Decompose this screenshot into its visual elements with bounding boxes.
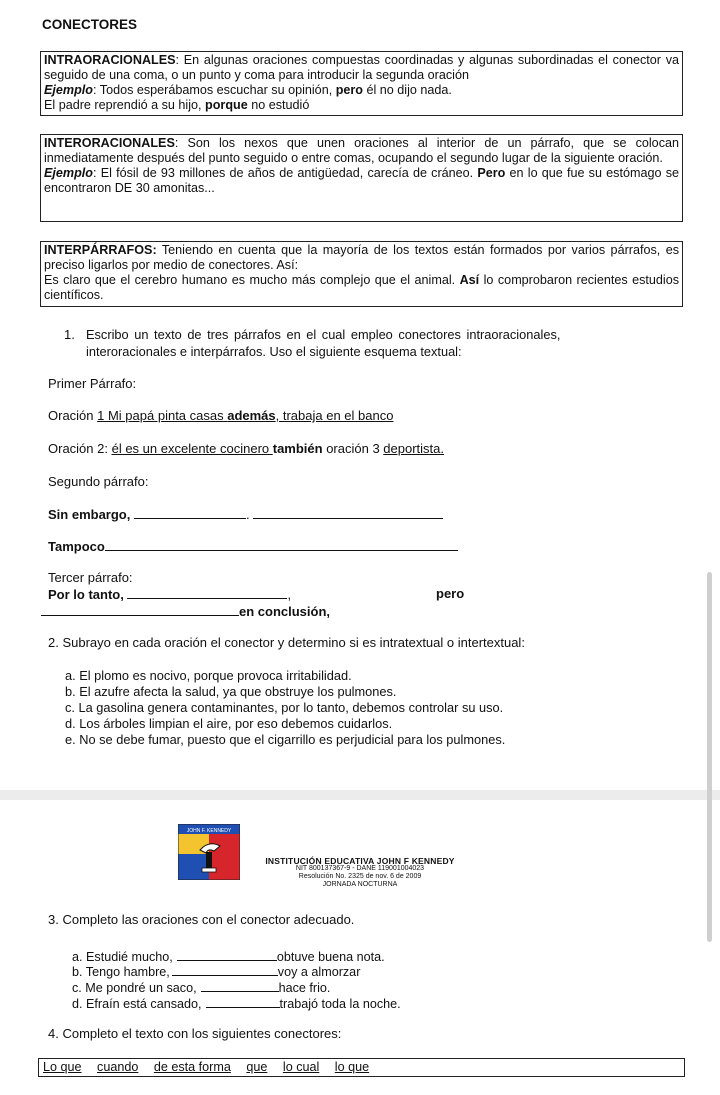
institution-name: INSTITUCIÓN EDUCATIVA JOHN F KENNEDY <box>265 856 455 866</box>
connector-option: lo que <box>334 1060 370 1074</box>
institution-jornada: JORNADA NOCTURNA <box>322 881 398 888</box>
first-paragraph-label: Primer Párrafo: <box>48 376 137 391</box>
q3-item-c <box>72 979 330 995</box>
intra-example2-text: El padre reprendió a su hijo, <box>44 98 206 112</box>
connectors-box <box>38 1058 685 1077</box>
inter-example-text-end: en lo que fue su estómago se encontraron DE 30 amonitas... <box>44 166 679 195</box>
q2-item-a: a. El plomo es nocivo, porque provoca irritabilidad. <box>65 668 352 683</box>
interp-text: Teniendo en cuenta que la mayoría de los textos están formados por varios párrafos, es preciso ligarlos por medio de conectores. Así: <box>44 243 679 272</box>
q1-text-line2: interoracionales e interpárrafos. Uso el siguiente esquema textual: <box>86 344 462 359</box>
tampoco-label: Tampoco <box>48 539 105 554</box>
tampoco-row <box>48 538 458 554</box>
intra-example2-text-end: no estudió <box>247 98 310 112</box>
answer-blank[interactable] <box>206 995 280 1008</box>
inter-heading: INTERORACIONALES <box>44 136 175 150</box>
connector-option: que <box>246 1060 268 1074</box>
q2-item-b: b. El azufre afecta la salud, ya que obstruye los pulmones. <box>65 684 397 699</box>
q4-title: 4. Completo el texto con los siguientes conectores: <box>48 1026 342 1041</box>
answer-blank[interactable] <box>105 538 458 551</box>
sentence-1-text-end: , trabaja en el banco <box>275 408 394 423</box>
q2-item-c: c. La gasolina genera contaminantes, por lo tanto, debemos controlar su uso. <box>65 700 504 715</box>
connector-option: cuando <box>97 1060 139 1074</box>
q3-d-start: d. Efraín está cansado, <box>72 997 202 1011</box>
inter-example-label: Ejemplo <box>44 166 93 180</box>
q3-item-b <box>72 963 360 979</box>
interoracionales-box <box>40 134 683 222</box>
por-lo-tanto-row: Por lo tanto, , <box>48 587 292 602</box>
q3-item-a <box>72 948 385 964</box>
q2-item-e: e. No se debe fumar, puesto que el cigarrillo es perjudicial para los pulmones. <box>65 732 506 747</box>
institution-nit: NIT 800137367-9 - DANE 119001004023 <box>295 865 425 872</box>
intra-example-text: : Todos esperábamos escuchar su opinión, <box>93 83 336 97</box>
sentence-1-text: 1 Mi papá pinta casas <box>97 408 228 423</box>
sin-embargo-label: Sin embargo, <box>48 507 131 522</box>
q2-item-d: d. Los árboles limpian el aire, por eso debemos cuidarlos. <box>65 716 393 731</box>
sentence-3-label: oración 3 <box>322 441 384 456</box>
answer-blank[interactable] <box>127 586 287 599</box>
sin-embargo-row: Sin embargo, . <box>48 506 443 522</box>
q1-number: 1. <box>64 327 75 342</box>
q3-c-end: hace frio. <box>278 981 331 995</box>
q2-title: 2. Subrayo en cada oración el conector y determino si es intratextual o intertextual: <box>48 635 525 650</box>
q3-c-start: c. Me pondré un saco, <box>72 981 197 995</box>
intra-text: : En algunas oraciones compuestas coordinadas y algunas subordinadas el conector va seguido de una coma, o un punto y coma para introducir la segunda oración <box>44 53 679 82</box>
interp-example-text-end: lo comprobaron recientes estudios científicos. <box>44 273 679 302</box>
sentence-1-label: Oración <box>48 408 98 423</box>
q3-b-start: b. Tengo hambre, <box>72 965 170 979</box>
q3-title: 3. Completo las oraciones con el conector adecuado. <box>48 912 355 927</box>
sentence-3-text: deportista. <box>383 441 444 456</box>
vertical-scrollbar[interactable] <box>707 572 712 942</box>
answer-blank[interactable] <box>177 948 277 961</box>
en-conclusion-row <box>41 603 330 619</box>
q3-a-end: obtuve buena nota. <box>276 950 385 964</box>
sentence-2-text: él es un excelente cocinero <box>111 441 273 456</box>
third-paragraph-label: Tercer párrafo: <box>48 570 133 585</box>
school-logo <box>178 824 240 880</box>
page-title: CONECTORES <box>42 17 138 32</box>
logo-text: JOHN F. KENNEDY <box>186 828 232 834</box>
interp-heading: INTERPÁRRAFOS: <box>44 243 157 257</box>
sentence-2-connector: también <box>272 441 323 456</box>
answer-blank[interactable] <box>134 506 246 519</box>
q1-text-line1: Escribo un texto de tres párrafos en el cual empleo conectores intraoracionales, <box>86 327 561 342</box>
intra-example2-connector: porque <box>205 98 248 112</box>
q3-a-start: a. Estudié mucho, <box>72 950 173 964</box>
inter-example-text: : El fósil de 93 millones de años de antigüedad, carecía de cráneo. <box>93 166 478 180</box>
interp-example-text: Es claro que el cerebro humano es mucho más complejo que el animal. <box>44 273 460 287</box>
answer-blank[interactable] <box>253 506 443 519</box>
intra-example-text-end: él no dijo nada. <box>363 83 452 97</box>
pero-text: pero <box>436 586 465 601</box>
answer-blank[interactable] <box>41 603 239 616</box>
intra-example-label: Ejemplo <box>44 83 93 97</box>
inter-example-connector: Pero <box>477 166 506 180</box>
connector-option: Lo que <box>43 1060 82 1074</box>
sentence-2 <box>48 441 444 456</box>
connector-option: de esta forma <box>153 1060 231 1074</box>
por-lo-tanto-label: Por lo tanto, <box>48 587 124 602</box>
sentence-1 <box>48 408 393 423</box>
sentence-2-label: Oración 2: <box>48 441 112 456</box>
pero-label <box>436 586 464 601</box>
answer-blank[interactable] <box>172 963 278 976</box>
intra-heading: INTRAORACIONALES <box>44 53 176 67</box>
answer-blank[interactable] <box>201 979 279 992</box>
institution-resolution: Resolución No. 2325 de nov. 6 de 2009 <box>298 873 422 880</box>
page-separator <box>0 790 720 800</box>
q3-d-end: trabajó toda la noche. <box>279 997 401 1011</box>
second-paragraph-label: Segundo párrafo: <box>48 474 149 489</box>
institution-header <box>250 857 470 889</box>
interp-example-connector: Así <box>459 273 480 287</box>
intra-example-connector: pero <box>335 83 363 97</box>
interparrafos-box <box>40 241 683 307</box>
connector-option: lo cual <box>282 1060 320 1074</box>
inter-text: : Son los nexos que unen oraciones al interior de un párrafo, que se colocan inmediatamente después del punto seguido o entre comas, ocupando el segundo lugar de la siguiente oración. <box>44 136 679 165</box>
q3-b-end: voy a almorzar <box>277 965 361 979</box>
sentence-1-connector: además <box>227 408 276 423</box>
q3-item-d <box>72 995 401 1011</box>
en-conclusion-label: en conclusión, <box>239 604 331 619</box>
intraoracionales-box <box>40 51 683 116</box>
